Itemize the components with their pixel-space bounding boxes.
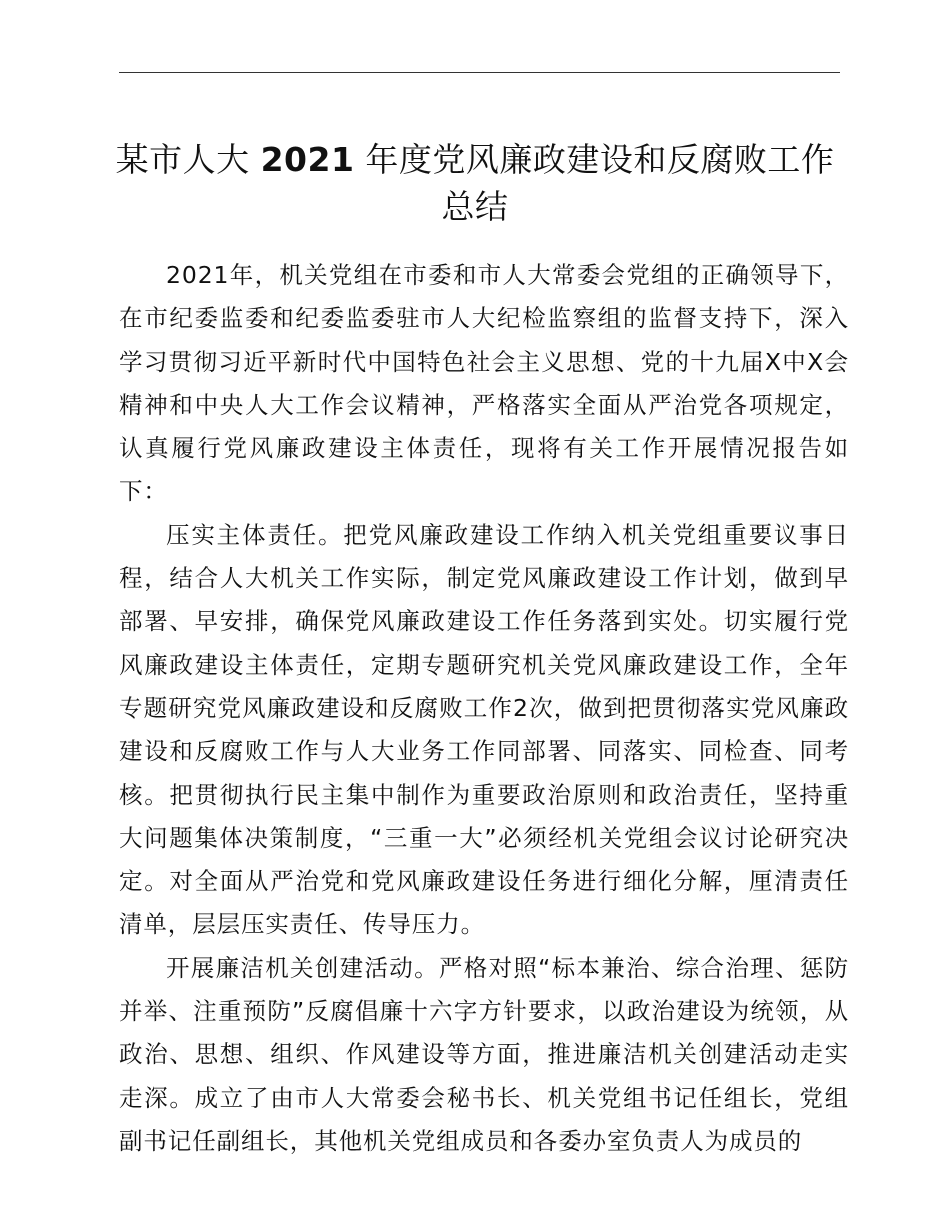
- title-year: 2021: [260, 140, 355, 179]
- page-title: [100, 136, 850, 230]
- paragraph-intro: 2021年，机关党组在市委和市人大常委会党组的正确领导下，在市纪委监委和纪委监委驻市人大纪检监察组的监督支持下，深入学习贯彻习近平新时代中国特色社会主义思想、党的十九届X中X会精神和中央人大工作会议精神，严格落实全面从严治党各项规定，认真履行党风廉政建设主体责任，现将有关工作开展情况报告如下：: [119, 261, 849, 506]
- title-suffix: 年度党风廉政建设和反腐败工作总结: [365, 140, 835, 226]
- header-rule: [119, 72, 840, 73]
- paragraph-responsibility: 压实主体责任。把党风廉政建设工作纳入机关党组重要议事日程，结合人大机关工作实际，制定党风廉政建设工作计划，做到早部署、早安排，确保党风廉政建设工作任务落到实处。切实履行党风廉政建设主体责任，定期专题研究机关党风廉政建设工作，全年专题研究党风廉政建设和反腐败工作2次，做到把贯彻落实党风廉政建设和反腐败工作与人大业务工作同部署、同落实、同检查、同考核。把贯彻执行民主集中制作为重要政治原则和政治责任，坚持重大问题集体决策制度，“三重一大”必须经机关党组会议讨论研究决定。对全面从严治党和党风廉政建设任务进行细化分解，厘清责任清单，层层压实责任、传导压力。: [119, 520, 849, 939]
- title-prefix: 某市人大: [115, 140, 250, 179]
- document-body: [119, 254, 849, 1163]
- paragraph-clean-organ: 开展廉洁机关创建活动。严格对照“标本兼治、综合治理、惩防并举、注重预防”反腐倡廉十六字方针要求，以政治建设为统领，从政治、思想、组织、作风建设等方面，推进廉洁机关创建活动走实走深。成立了由市人大常委会秘书长、机关党组书记任组长，党组副书记任副组长，其他机关党组成员和各委办室负责人为成员的: [119, 953, 849, 1155]
